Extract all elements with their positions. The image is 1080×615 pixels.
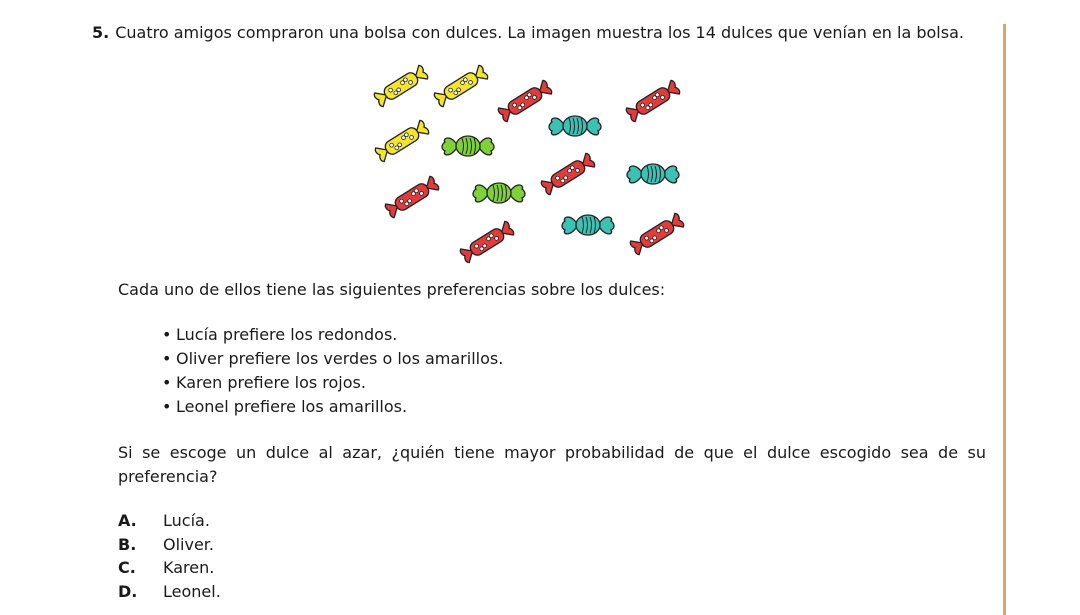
list-item [162,371,503,395]
bullet: • [162,349,172,368]
question-statement [92,22,992,44]
option-c[interactable] [118,556,221,580]
option-b[interactable] [118,533,221,557]
option-a[interactable] [118,509,221,533]
question-prompt: Si se escoge un dulce al azar, ¿quién tiene mayor probabilidad de que el dulce escogido sea de su preferencia? [118,443,986,486]
round-candy-icon [627,164,679,184]
stick-candy-icon [384,175,440,218]
list-item [162,323,503,347]
round-candy-icon [562,215,614,235]
candies-illustration [370,58,690,268]
stick-candy-icon [540,152,596,195]
question-number: 5. [92,23,110,42]
stick-candy-icon [459,220,515,263]
preferences-list [162,323,503,419]
preference-lucia: Lucía prefiere los redondos. [176,325,398,344]
stick-candy-icon [629,212,685,255]
list-item [162,395,503,419]
option-letter: A. [118,511,137,530]
bullet: • [162,373,172,392]
page-margin-bar [1003,24,1006,615]
bullet: • [162,397,172,416]
option-letter: D. [118,581,138,601]
stick-candy-icon [625,79,681,122]
answer-options [118,509,221,603]
round-candy-icon [473,183,525,203]
bullet: • [162,325,172,344]
option-letter: C. [118,558,136,577]
stick-candy-icon [374,119,430,162]
preference-oliver: Oliver prefiere los verdes o los amarillos. [176,349,504,368]
preferences-intro: Cada uno de ellos tiene las siguientes preferencias sobre los dulces: [118,280,666,299]
option-text: Leonel. [163,581,221,601]
preference-leonel: Leonel prefiere los amarillos. [176,397,408,416]
round-candy-icon [549,116,601,136]
question-text: Cuatro amigos compraron una bolsa con dulces. La imagen muestra los 14 dulces que venían en la bolsa. [115,23,964,42]
list-item [162,347,503,371]
preference-karen: Karen prefiere los rojos. [176,373,366,392]
option-letter: B. [118,534,137,554]
round-candy-icon [442,136,494,156]
option-text: Oliver. [163,534,214,554]
option-text: Karen. [163,558,215,577]
option-d[interactable] [118,580,221,604]
stick-candy-icon [433,64,489,107]
stick-candy-icon [373,64,429,107]
option-text: Lucía. [163,511,210,530]
stick-candy-icon [497,79,553,122]
